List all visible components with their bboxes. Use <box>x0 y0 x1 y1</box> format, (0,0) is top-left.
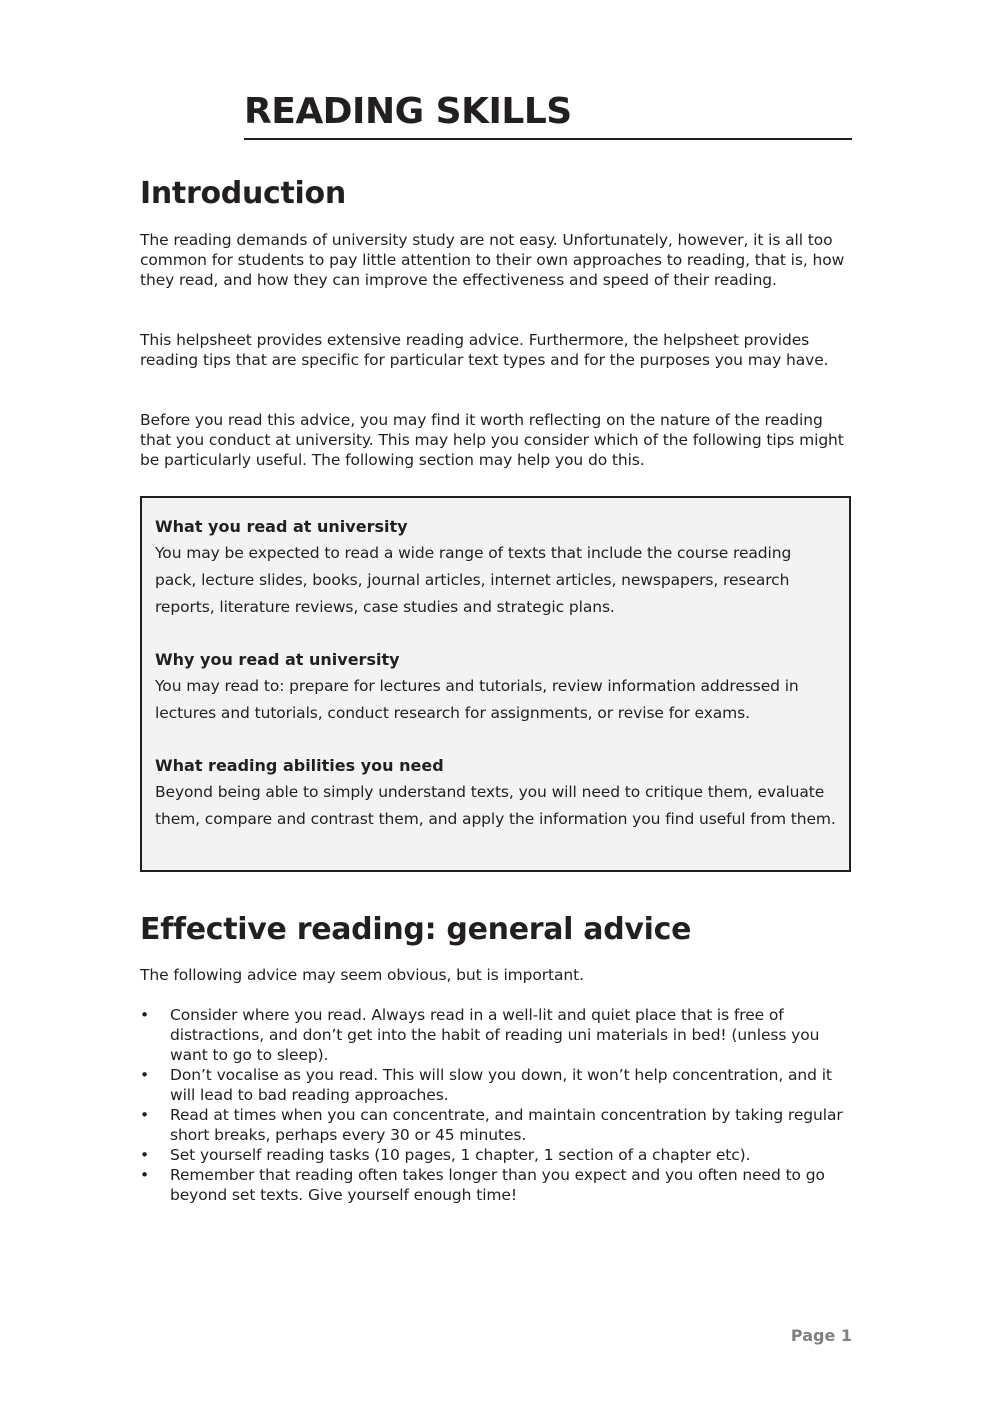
list-item-text: Remember that reading often takes longer than you expect and you often need to go beyond set texts. Give yourself enough time! <box>170 1166 825 1204</box>
bullet-icon: • <box>140 1106 150 1124</box>
list-item <box>140 1145 854 1165</box>
box-section-heading: Why you read at university <box>155 650 400 669</box>
box-section-why-you-read <box>155 647 837 727</box>
document-title: READING SKILLS <box>244 90 852 140</box>
intro-paragraph: The reading demands of university study are not easy. Unfortunately, however, it is all too common for students to pay little attention to their own approaches to reading, that is, how they read, and how they can improve the effectiveness and speed of their reading. <box>140 231 845 289</box>
list-item <box>140 1065 854 1105</box>
list-item-text: Don’t vocalise as you read. This will slow you down, it won’t help concentration, and it will lead to bad reading approaches. <box>170 1066 832 1104</box>
reading-context-box <box>140 496 851 872</box>
intro-paragraph: This helpsheet provides extensive reading advice. Furthermore, the helpsheet provides reading tips that are specific for particular text types and for the purposes you may have. <box>140 331 829 369</box>
effective-reading-heading: Effective reading: general advice <box>140 912 692 947</box>
bullet-icon: • <box>140 1066 150 1084</box>
box-section-text: Beyond being able to simply understand texts, you will need to critique them, evaluate them, compare and contrast them, and apply the information you find useful from them. <box>155 783 836 828</box>
box-section-text: You may read to: prepare for lectures and tutorials, review information addressed in lectures and tutorials, conduct research for assignments, or revise for exams. <box>155 677 799 722</box>
bullet-icon: • <box>140 1146 150 1164</box>
bullet-icon: • <box>140 1166 150 1184</box>
effective-reading-intro: The following advice may seem obvious, but is important. <box>140 966 584 984</box>
box-section-abilities <box>155 753 837 833</box>
list-item-text: Read at times when you can concentrate, and maintain concentration by taking regular short breaks, perhaps every 30 or 45 minutes. <box>170 1106 843 1144</box>
introduction-heading: Introduction <box>140 176 346 211</box>
box-section-what-you-read <box>155 514 837 621</box>
page-number: Page 1 <box>790 1326 852 1345</box>
intro-paragraph: Before you read this advice, you may find it worth reflecting on the nature of the reading that you conduct at university. This may help you consider which of the following tips might be particularly useful. The following section may help you do this. <box>140 411 844 469</box>
box-section-heading: What you read at university <box>155 517 408 536</box>
box-section-text: You may be expected to read a wide range of texts that include the course reading pack, lecture slides, books, journal articles, internet articles, newspapers, research reports, literature reviews, case studies and strategic plans. <box>155 544 792 616</box>
list-item <box>140 1005 854 1065</box>
list-item-text: Consider where you read. Always read in a well-lit and quiet place that is free of distractions, and don’t get into the habit of reading uni materials in bed! (unless you want to go to sleep). <box>170 1006 820 1064</box>
list-item <box>140 1165 854 1205</box>
advice-list <box>140 1005 854 1205</box>
box-section-heading: What reading abilities you need <box>155 756 444 775</box>
list-item <box>140 1105 854 1145</box>
bullet-icon: • <box>140 1006 150 1024</box>
list-item-text: Set yourself reading tasks (10 pages, 1 chapter, 1 section of a chapter etc). <box>170 1146 751 1164</box>
